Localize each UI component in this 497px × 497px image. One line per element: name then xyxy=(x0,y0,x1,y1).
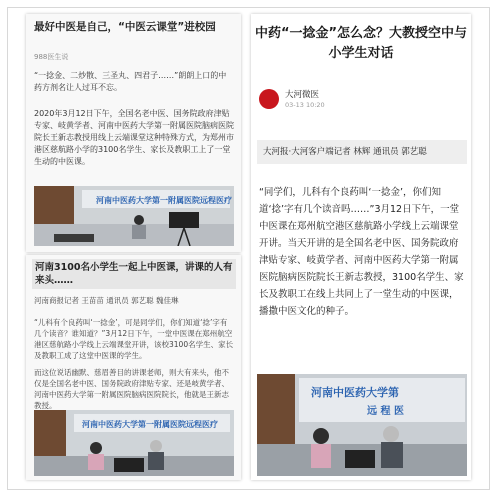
article-source: 988医生说 xyxy=(34,53,69,61)
article-byline: 河南商报记者 王苗苗 通讯员 郭艺聪 魏佳琳 xyxy=(34,296,179,305)
article-paragraph: “儿科有个良药叫‘一捻金’，可是同学们，你们知道‘捻’字有几个读音？谁知道？”3月12日下午，一堂中医课在郑州航空港区慈航路小学线上云端课堂开讲，该校3100名学生、家长及教职工成了这堂中医课的学生。 xyxy=(34,318,234,360)
article-card-3[interactable] xyxy=(251,14,471,480)
article-card-1[interactable] xyxy=(26,14,241,252)
publisher-logo-icon xyxy=(259,89,279,109)
hospital-banner: 远 程 医 xyxy=(367,406,404,417)
publish-time: 03-13 10:20 xyxy=(285,101,325,109)
classroom-photo xyxy=(34,410,234,476)
article-title[interactable]: 河南3100名小学生一起上中医课，讲课的人有来头…… xyxy=(32,259,236,289)
publisher-name[interactable]: 大河微医 xyxy=(285,90,320,100)
classroom-photo xyxy=(34,186,234,246)
article-byline: 大河报·大河客户端记者 林辉 通讯员 郭艺聪 xyxy=(257,140,467,164)
hospital-banner: 河南中医药大学第一附属医院远程医疗 xyxy=(96,196,232,205)
article-paragraph: 2020年3月12日下午，全国名老中医、国务院政府津贴专家、岐黄学者、河南中医药大学第一附属医院脑病医院院长王新志教授用线上云端课堂这种特殊方式，为郑州市港区慈航路小学的3100名学生、家长及教职工上了一堂生动的中医课。 xyxy=(34,109,234,166)
hospital-banner: 河南中医药大学第一附属医院远程医疗 xyxy=(82,420,218,429)
article-paragraph: 而这位说话幽默、慈眉善目的讲课老师，则大有来头，他不仅是全国名老中医、国务院政府津贴专家、还是岐黄学者、河南中医药大学第一附属医院脑病医院院长，他就是王新志教授。 xyxy=(34,368,229,410)
article-paragraph: “一捻金、二炒散、三圣丸、四君子……”朗朗上口的中药方剂名让人过耳不忘。 xyxy=(34,71,227,92)
hospital-banner: 河南中医药大学第 xyxy=(311,386,399,399)
article-title[interactable]: 最好中医是自己，“中医云课堂”进校园 xyxy=(34,21,216,33)
classroom-photo xyxy=(257,374,467,476)
article-card-2[interactable] xyxy=(26,255,241,480)
article-title[interactable]: 中药“一捻金”怎么念？大教授空中与小学生对话 xyxy=(254,26,468,61)
article-body: “同学们，儿科有个良药叫‘一捻金’，你们知道‘捻’字有几个读音吗……”3月12日下午，一堂中医课在郑州航空港区慈航路小学线上云端课堂开讲。当天开讲的是全国名老中医、国务院政府津贴专家、岐黄学者、河南中医药大学第一附属医院脑病医院院长王新志教授，3100名学生、家长及教职工在线上共同上了一堂生动的中医课，播撒中医文化的种子。 xyxy=(259,187,464,317)
